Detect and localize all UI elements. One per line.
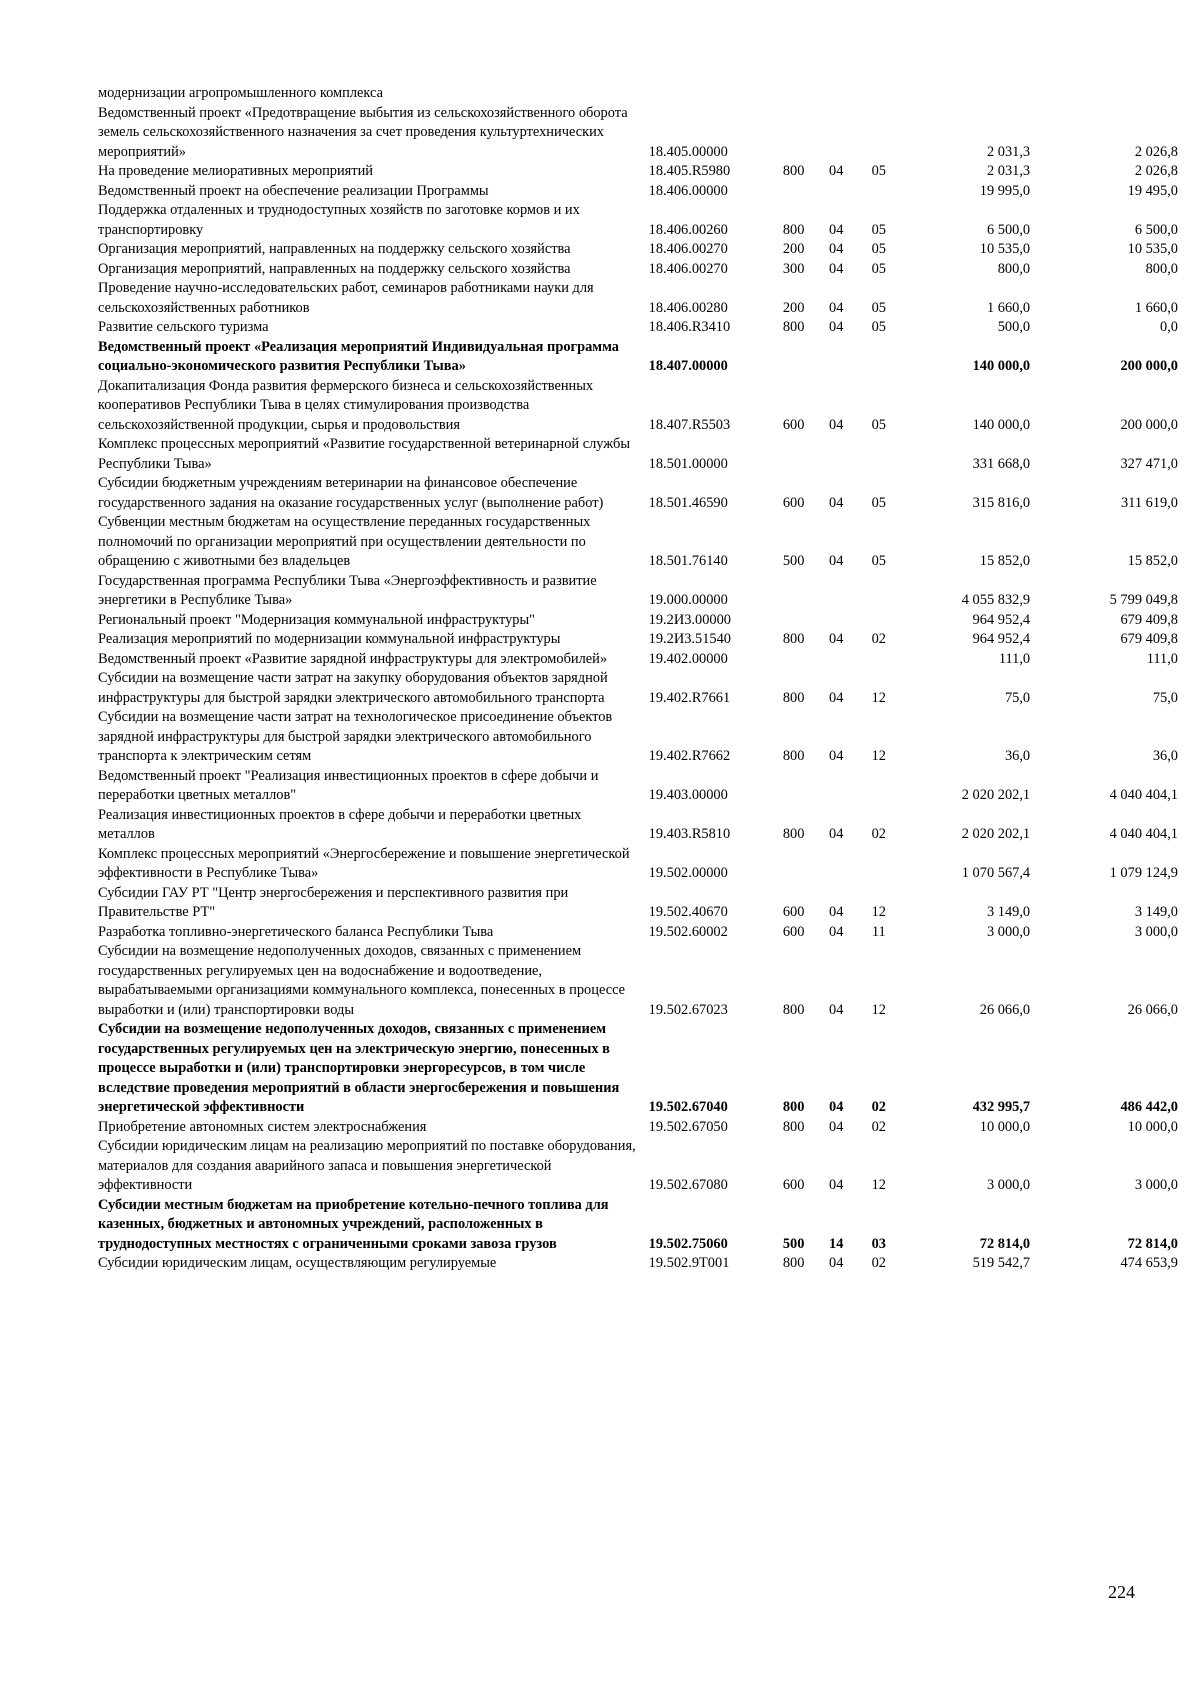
row-pr xyxy=(858,338,901,377)
row-code: 19.502.67023 xyxy=(648,1001,728,1018)
row-vr xyxy=(772,845,815,884)
row-name: Субсидии юридическим лицам, осуществляющим регулируемые xyxy=(98,1255,497,1271)
row-pr xyxy=(858,611,901,631)
row-value-2: 800,0 xyxy=(1145,260,1178,277)
row-value-1: 75,0 xyxy=(1004,689,1031,706)
row-value-1: 2 020 202,1 xyxy=(961,826,1031,842)
table-row xyxy=(98,338,1178,377)
table-row xyxy=(98,1254,1178,1274)
table-row xyxy=(98,377,1178,436)
row-pr: 05 xyxy=(871,299,886,316)
row-value-2: 311 619,0 xyxy=(1120,494,1178,511)
row-code: 19.402.R7662 xyxy=(648,748,731,764)
row-vr: 600 xyxy=(782,923,805,940)
table-row xyxy=(98,884,1178,923)
row-name: Субсидии бюджетным учреждениям ветеринарии на финансовое обеспечение государственного задания на оказание государственных услуг (выполнение работ) xyxy=(98,475,604,511)
row-name: Ведомственный проект «Развитие зарядной инфраструктуры для электромобилей» xyxy=(98,650,608,667)
row-name: Организация мероприятий, направленных на поддержку сельского хозяйства xyxy=(98,260,571,277)
row-value-2: 474 653,9 xyxy=(1120,1255,1178,1271)
row-value-2: 6 500,0 xyxy=(1134,221,1178,238)
row-name: На проведение мелиоративных мероприятий xyxy=(98,163,373,179)
row-value-1: 140 000,0 xyxy=(972,358,1031,374)
row-vr: 500 xyxy=(782,553,805,569)
row-code: 18.406.00270 xyxy=(648,241,728,257)
row-code: 18.406.00260 xyxy=(648,221,728,238)
row-code: 18.407.00000 xyxy=(648,358,728,374)
row-code: 19.502.67040 xyxy=(648,1099,728,1115)
row-rz: 04 xyxy=(829,163,844,179)
row-rz xyxy=(815,338,858,377)
table-row xyxy=(98,942,1178,1020)
row-vr xyxy=(772,435,815,474)
row-rz: 04 xyxy=(829,1001,844,1018)
row-pr: 02 xyxy=(871,1255,886,1271)
row-name: Субвенции местным бюджетам на осуществление переданных государственных полномочий по организации мероприятий при осуществлении деятельности по обращению с животными без владельцев xyxy=(98,514,591,569)
row-code: 18.501.76140 xyxy=(648,553,728,569)
row-rz xyxy=(815,845,858,884)
row-rz: 04 xyxy=(829,689,844,706)
row-rz: 04 xyxy=(829,923,844,940)
table-row xyxy=(98,201,1178,240)
row-value-2: 3 000,0 xyxy=(1134,923,1178,940)
row-code xyxy=(649,84,773,104)
row-vr: 800 xyxy=(782,826,805,842)
row-pr: 05 xyxy=(871,221,886,238)
row-value-2: 36,0 xyxy=(1152,748,1178,764)
row-value-2: 200 000,0 xyxy=(1120,416,1178,433)
row-name: Развитие сельского туризма xyxy=(98,319,269,335)
row-pr xyxy=(858,435,901,474)
row-code: 19.403.00000 xyxy=(648,787,728,803)
row-value-2: 200 000,0 xyxy=(1120,358,1178,374)
row-value-2: 327 471,0 xyxy=(1120,455,1178,472)
row-name: Ведомственный проект «Предотвращение выбытия из сельскохозяйственного оборота земель сельскохозяйственного назначения за счет проведения культуртехнических мероприятий» xyxy=(98,104,628,160)
row-value-1: 964 952,4 xyxy=(972,631,1031,647)
row-name: Субсидии на возмещение недополученных доходов, связанных с применением государственных регулируемых цен на водоснабжение и водоотведение, вырабатываемыми организациями коммунального комплекса, понесенных в процессе выработки и (или) транспортировки воды xyxy=(98,943,626,1018)
row-rz xyxy=(815,182,858,202)
row-rz: 04 xyxy=(829,631,844,647)
row-value-1: 3 000,0 xyxy=(986,923,1031,940)
row-value-1: 72 814,0 xyxy=(979,1235,1031,1252)
table-row xyxy=(98,1196,1178,1255)
row-name: Субсидии юридическим лицам на реализацию мероприятий по поставке оборудования, материалов для создания аварийного запаса и повышения энергетической эффективности xyxy=(98,1138,636,1193)
row-rz xyxy=(815,767,858,806)
row-pr: 02 xyxy=(871,826,886,842)
row-name: Ведомственный проект на обеспечение реализации Программы xyxy=(98,182,489,199)
row-rz: 04 xyxy=(829,1255,844,1271)
row-rz: 04 xyxy=(829,416,844,433)
row-value-2: 10 535,0 xyxy=(1127,241,1178,257)
row-name: Комплекс процессных мероприятий «Развитие государственной ветеринарной службы Республики Тыва» xyxy=(98,436,631,472)
row-rz xyxy=(815,650,858,670)
table-row xyxy=(98,1020,1178,1118)
row-vr: 800 xyxy=(782,631,805,647)
row-rz xyxy=(815,104,858,163)
row-code: 18.405.R5980 xyxy=(648,163,731,179)
row-rz: 04 xyxy=(829,1177,844,1193)
row-pr: 02 xyxy=(871,631,886,647)
row-name: Поддержка отдаленных и труднодоступных хозяйств по заготовке кормов и их транспортировку xyxy=(98,202,580,238)
row-pr: 05 xyxy=(871,553,886,569)
row-pr: 05 xyxy=(871,494,886,511)
row-rz xyxy=(815,572,858,611)
table-row xyxy=(98,318,1178,338)
table-row xyxy=(98,1118,1178,1138)
row-code: 19.502.67050 xyxy=(648,1118,728,1135)
row-vr: 800 xyxy=(782,221,805,238)
row-name: Ведомственный проект "Реализация инвестиционных проектов в сфере добычи и переработки цветных металлов" xyxy=(98,767,599,803)
row-rz: 04 xyxy=(829,319,844,335)
row-value-2: 111,0 xyxy=(1146,650,1178,667)
row-code: 19.502.60002 xyxy=(648,923,728,940)
row-rz: 04 xyxy=(829,748,844,764)
row-value-1: 4 055 832,9 xyxy=(961,592,1031,608)
table-row xyxy=(98,767,1178,806)
row-value-1: 2 031,3 xyxy=(986,143,1031,160)
row-name: Субсидии на возмещение части затрат на технологическое присоединение объектов зарядной инфраструктуры для быстрой зарядки электрического автомобильного транспорта к электрическим сетям xyxy=(98,709,613,764)
row-rz: 04 xyxy=(829,904,844,920)
row-name: Субсидии на возмещение части затрат на закупку оборудования объектов зарядной инфраструктуры для быстрой зарядки электрического автомобильного транспорта xyxy=(98,670,608,706)
row-code: 19.502.75060 xyxy=(648,1235,728,1252)
row-value-2: 4 040 404,1 xyxy=(1109,787,1178,803)
row-value-1: 111,0 xyxy=(998,650,1031,667)
row-code: 19.2И3.51540 xyxy=(648,631,731,647)
page-number: 224 xyxy=(1108,1582,1135,1602)
row-value-2: 4 040 404,1 xyxy=(1109,826,1178,842)
table-row xyxy=(98,84,1178,104)
row-value-2: 26 066,0 xyxy=(1127,1001,1178,1018)
row-name: Докапитализация Фонда развития фермерского бизнеса и сельскохозяйственных кооперативов Республики Тыва в целях стимулирования производства сельскохозяйственной продукции, сырья и продовольствия xyxy=(98,377,594,433)
row-vr: 800 xyxy=(782,1118,805,1135)
row-value-2: 486 442,0 xyxy=(1120,1099,1178,1115)
row-vr: 800 xyxy=(782,748,805,764)
table-row xyxy=(98,611,1178,631)
row-pr xyxy=(858,572,901,611)
row-pr: 05 xyxy=(871,319,886,335)
row-value-2: 2 026,8 xyxy=(1134,163,1178,179)
row-rz: 04 xyxy=(829,494,844,511)
table-row xyxy=(98,650,1178,670)
row-name: Региональный проект "Модернизация коммунальной инфраструктуры" xyxy=(98,611,536,628)
row-value-1: 19 995,0 xyxy=(979,182,1031,199)
table-row xyxy=(98,572,1178,611)
row-code: 18.501.46590 xyxy=(648,494,728,511)
table-row xyxy=(98,708,1178,767)
row-value-2: 1 079 124,9 xyxy=(1109,865,1178,881)
row-value-1: 3 000,0 xyxy=(986,1177,1031,1193)
row-vr xyxy=(772,650,815,670)
table-row xyxy=(98,923,1178,943)
row-vr: 200 xyxy=(782,241,805,257)
row-value-1: 519 542,7 xyxy=(972,1255,1031,1271)
row-value-1 xyxy=(900,84,1048,104)
row-pr xyxy=(858,104,901,163)
row-rz: 04 xyxy=(829,1099,844,1115)
table-row xyxy=(98,240,1178,260)
row-rz: 04 xyxy=(829,826,844,842)
row-value-1: 500,0 xyxy=(997,319,1031,335)
row-value-1: 432 995,7 xyxy=(972,1099,1031,1115)
row-name: Реализация мероприятий по модернизации коммунальной инфраструктуры xyxy=(98,631,561,647)
row-value-1: 10 535,0 xyxy=(979,241,1031,257)
row-value-1: 140 000,0 xyxy=(972,416,1031,433)
budget-table xyxy=(98,84,1178,1274)
row-pr: 05 xyxy=(871,163,886,179)
row-value-2: 19 495,0 xyxy=(1127,182,1178,199)
row-value-1: 315 816,0 xyxy=(972,494,1031,511)
row-value-1: 331 668,0 xyxy=(972,455,1031,472)
row-name: Субсидии ГАУ РТ "Центр энергосбережения и перспективного развития при Правительстве РТ" xyxy=(98,884,569,920)
row-value-2: 10 000,0 xyxy=(1127,1118,1178,1135)
row-value-1: 1 660,0 xyxy=(986,299,1031,316)
table-row xyxy=(98,669,1178,708)
row-pr: 12 xyxy=(871,1177,886,1193)
row-code: 18.501.00000 xyxy=(648,455,728,472)
table-row xyxy=(98,630,1178,650)
row-value-1: 2 020 202,1 xyxy=(961,787,1031,803)
row-value-2: 15 852,0 xyxy=(1127,553,1178,569)
row-vr: 800 xyxy=(782,163,805,179)
table-row xyxy=(98,474,1178,513)
row-rz: 04 xyxy=(829,260,844,277)
row-value-1: 15 852,0 xyxy=(979,553,1031,569)
table-row xyxy=(98,513,1178,572)
row-pr xyxy=(858,650,901,670)
row-vr: 800 xyxy=(782,1099,805,1115)
row-value-2: 1 660,0 xyxy=(1134,299,1178,316)
table-row xyxy=(98,806,1178,845)
row-vr: 800 xyxy=(782,319,805,335)
row-pr: 02 xyxy=(871,1118,886,1135)
row-pr xyxy=(858,84,901,104)
row-rz xyxy=(815,84,858,104)
row-code: 19.502.40670 xyxy=(648,904,728,920)
row-rz: 04 xyxy=(829,553,844,569)
row-pr: 05 xyxy=(871,241,886,257)
row-value-1: 2 031,3 xyxy=(986,163,1031,179)
row-vr xyxy=(772,767,815,806)
row-value-1: 6 500,0 xyxy=(986,221,1031,238)
row-value-2: 679 409,8 xyxy=(1120,611,1178,628)
table-row xyxy=(98,182,1178,202)
row-value-2: 3 149,0 xyxy=(1134,904,1178,920)
row-pr: 12 xyxy=(871,904,886,920)
row-code: 19.502.67080 xyxy=(648,1177,728,1193)
row-vr: 600 xyxy=(782,1177,805,1193)
row-vr: 300 xyxy=(782,260,805,277)
row-value-2: 72 814,0 xyxy=(1127,1235,1178,1252)
row-pr: 02 xyxy=(871,1099,886,1115)
row-name: Приобретение автономных систем электроснабжения xyxy=(98,1118,427,1135)
row-pr xyxy=(858,767,901,806)
row-name: Комплекс процессных мероприятий «Энергосбережение и повышение энергетической эффективности в Республике Тыва» xyxy=(98,845,630,881)
row-code: 19.000.00000 xyxy=(648,592,728,608)
row-code: 18.406.00280 xyxy=(648,299,728,316)
row-vr xyxy=(772,338,815,377)
row-name: Субсидии на возмещение недополученных доходов, связанных с применением государственных регулируемых цен на электрическую энергию, понесенных в процессе выработки и (или) транспортировки энергоресурсов, в том числе вследствие проведения мероприятий в области энергосбережения и повышения энергетической эффективности xyxy=(98,1021,620,1115)
row-value-2: 679 409,8 xyxy=(1120,631,1178,647)
row-name: Проведение научно-исследовательских работ, семинаров работниками науки для сельскохозяйственных работников xyxy=(98,280,594,316)
row-vr xyxy=(772,84,815,104)
row-rz: 04 xyxy=(829,241,844,257)
row-pr: 11 xyxy=(871,923,886,940)
row-value-1: 10 000,0 xyxy=(979,1118,1031,1135)
row-pr: 12 xyxy=(871,1001,886,1018)
row-rz: 04 xyxy=(829,1118,844,1135)
row-value-2: 2 026,8 xyxy=(1134,143,1178,160)
row-code: 18.405.00000 xyxy=(648,143,728,160)
table-row xyxy=(98,279,1178,318)
row-name: Реализация инвестиционных проектов в сфере добычи и переработки цветных металлов xyxy=(98,806,582,842)
row-rz: 04 xyxy=(829,299,844,316)
table-row xyxy=(98,162,1178,182)
row-name: Разработка топливно-энергетического баланса Республики Тыва xyxy=(98,923,494,940)
row-pr: 12 xyxy=(871,748,886,764)
row-pr xyxy=(858,845,901,884)
row-name: Субсидии местным бюджетам на приобретение котельно-печного топлива для казенных, бюджетных и автономных учреждений, расположенных в труднодоступных местностях с ограниченными сроками завоза грузов xyxy=(98,1196,609,1252)
row-pr: 12 xyxy=(871,689,886,706)
row-value-1: 964 952,4 xyxy=(972,611,1031,628)
table-row xyxy=(98,104,1178,163)
row-vr: 800 xyxy=(782,1001,805,1018)
row-rz: 04 xyxy=(829,221,844,238)
row-vr: 800 xyxy=(782,1255,805,1271)
row-value-2: 0,0 xyxy=(1160,319,1178,335)
row-vr: 600 xyxy=(782,416,805,433)
table-row xyxy=(98,1137,1178,1196)
row-value-1: 800,0 xyxy=(997,260,1031,277)
row-vr: 500 xyxy=(782,1235,805,1252)
row-value-1: 36,0 xyxy=(1004,748,1031,764)
row-value-2: 75,0 xyxy=(1152,689,1178,706)
row-code: 19.2И3.00000 xyxy=(648,611,731,628)
row-pr xyxy=(858,182,901,202)
row-vr: 600 xyxy=(782,904,805,920)
row-code: 19.402.00000 xyxy=(648,650,728,667)
row-value-1: 26 066,0 xyxy=(979,1001,1031,1018)
row-vr: 600 xyxy=(782,494,805,511)
row-rz xyxy=(815,435,858,474)
row-value-2 xyxy=(1048,84,1178,104)
row-name: Организация мероприятий, направленных на поддержку сельского хозяйства xyxy=(98,241,571,257)
row-code: 19.502.9Т001 xyxy=(648,1255,730,1271)
row-vr xyxy=(772,572,815,611)
table-row xyxy=(98,435,1178,474)
row-value-2: 5 799 049,8 xyxy=(1109,592,1178,608)
row-name: Государственная программа Республики Тыва «Энергоэффективность и развитие энергетики в Республике Тыва» xyxy=(98,572,597,608)
row-code: 18.406.00000 xyxy=(648,182,728,199)
row-name: Ведомственный проект «Реализация мероприятий Индивидуальная программа социально-экономического развития Республики Тыва» xyxy=(98,338,619,374)
row-vr xyxy=(772,182,815,202)
row-code: 19.502.00000 xyxy=(648,865,728,881)
row-vr: 200 xyxy=(782,299,805,316)
row-name: модернизации агропромышленного комплекса xyxy=(98,85,383,101)
row-pr: 05 xyxy=(871,260,886,277)
row-value-2: 3 000,0 xyxy=(1134,1177,1178,1193)
table-row xyxy=(98,260,1178,280)
row-pr: 03 xyxy=(871,1235,886,1252)
row-vr xyxy=(772,611,815,631)
row-pr: 05 xyxy=(871,416,886,433)
row-vr xyxy=(772,104,815,163)
row-vr: 800 xyxy=(782,689,805,706)
row-code: 18.407.R5503 xyxy=(648,416,731,433)
row-rz: 14 xyxy=(829,1235,844,1252)
row-rz xyxy=(815,611,858,631)
table-row xyxy=(98,845,1178,884)
row-code: 18.406.00270 xyxy=(648,260,728,277)
row-value-1: 3 149,0 xyxy=(986,904,1031,920)
budget-table-body xyxy=(98,84,1178,1274)
row-code: 19.402.R7661 xyxy=(648,689,731,706)
row-code: 18.406.R3410 xyxy=(648,319,731,335)
row-value-1: 1 070 567,4 xyxy=(961,865,1031,881)
row-code: 19.403.R5810 xyxy=(648,826,731,842)
